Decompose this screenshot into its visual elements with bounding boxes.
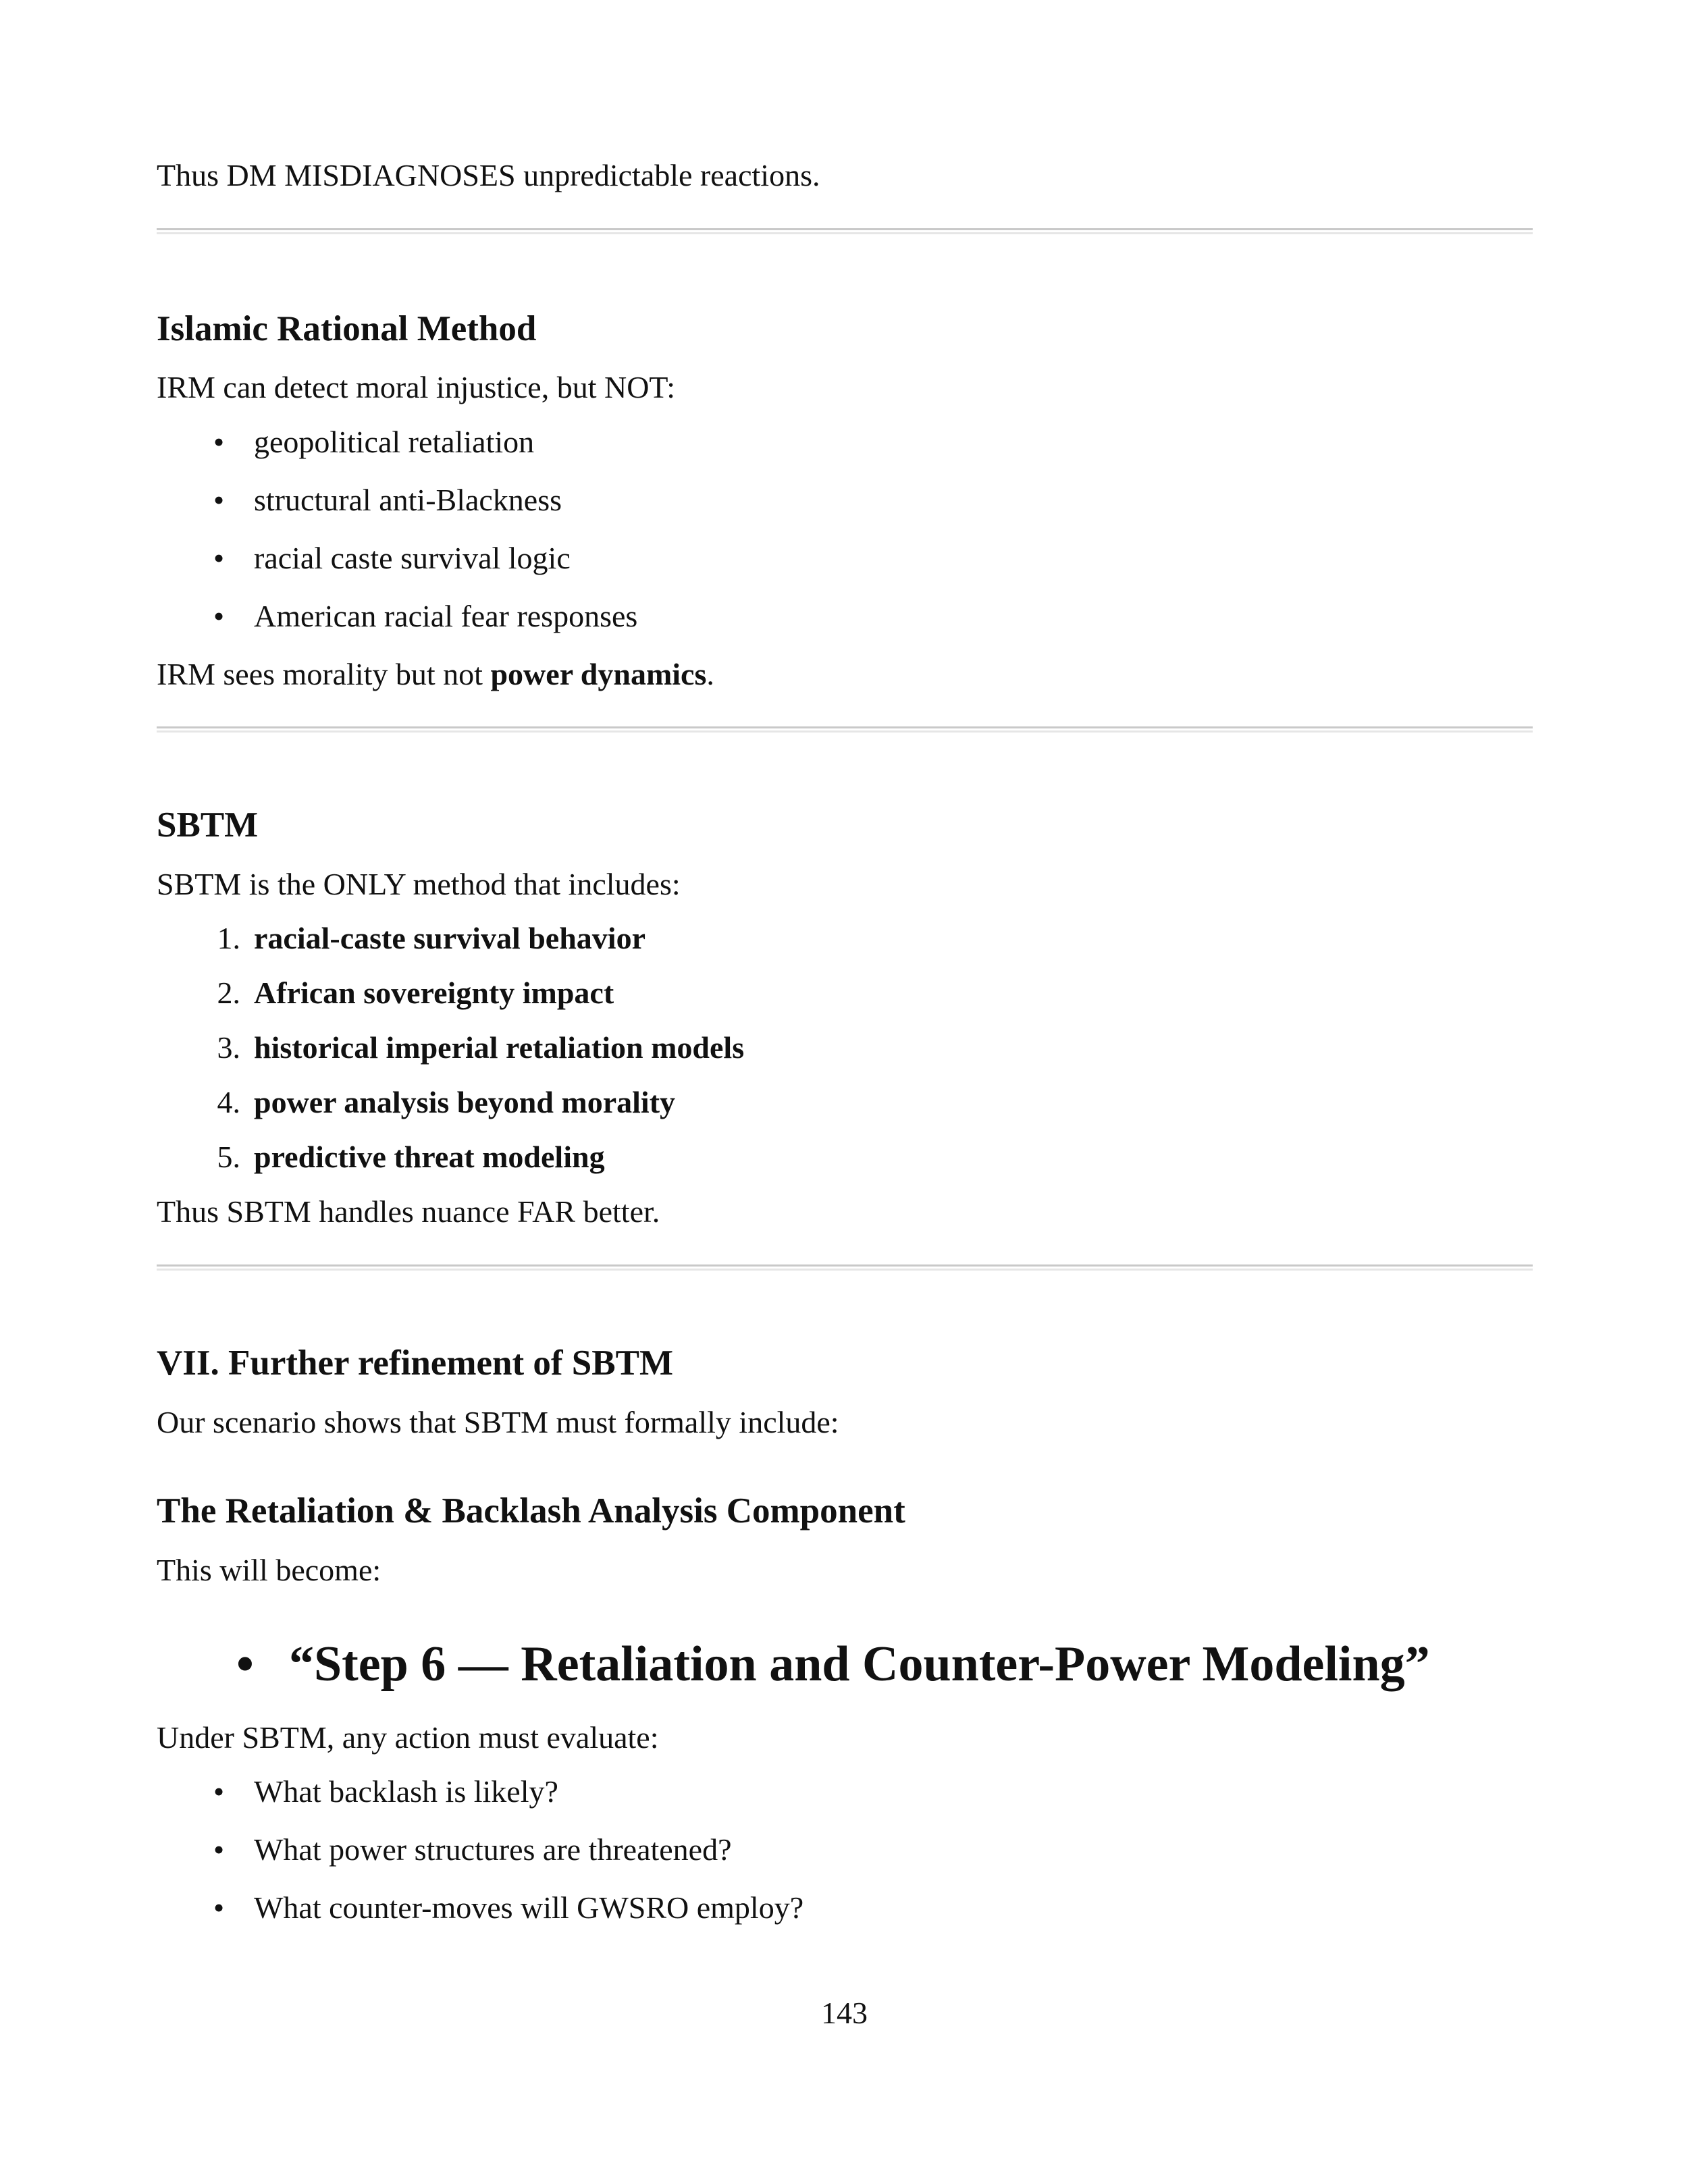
list-item-text: historical imperial retaliation models [254,1030,745,1065]
list-item-text: structural anti-Blackness [254,483,562,517]
bullet-marker: • [213,599,225,633]
list-item-text: racial-caste survival behavior [254,921,646,955]
section-7-subheading: The Retaliation & Backlash Analysis Component [157,1491,905,1530]
irm-closing [157,656,714,693]
list-item-text: power analysis beyond morality [254,1085,676,1119]
irm-closing-pre: IRM sees morality but not [157,657,491,691]
list-item-text: What counter-moves will GWSRO employ? [254,1890,804,1925]
evaluate-lead: Under SBTM, any action must evaluate: [157,1720,659,1755]
section-7-sublead: This will become: [157,1553,381,1587]
list-item-text: African sovereignty impact [254,976,614,1010]
sbtm-lead: SBTM is the ONLY method that includes: [157,867,681,901]
bullet-marker: • [213,1832,225,1867]
bullet-marker: • [213,1774,225,1809]
bullet-marker: • [213,541,225,575]
list-number: 5. [217,1140,240,1174]
list-item-text: geopolitical retaliation [254,425,535,459]
section-divider [157,228,1533,234]
list-item-text: racial caste survival logic [254,541,571,575]
list-number: 1. [217,921,240,955]
section-7-heading: VII. Further refinement of SBTM [157,1343,673,1383]
page-number: 143 [821,1996,868,2030]
section-7-lead: Our scenario shows that SBTM must formally include: [157,1405,839,1439]
bullet-marker: • [213,483,225,517]
bullet-marker: • [213,1890,225,1925]
sbtm-closing: Thus SBTM handles nuance FAR better. [157,1194,660,1229]
irm-closing-bold: power dynamics [490,657,707,691]
list-item-text: American racial fear responses [254,599,638,633]
list-item-text: predictive threat modeling [254,1140,605,1174]
list-item-text: What power structures are threatened? [254,1832,732,1867]
intro-line: Thus DM MISDIAGNOSES unpredictable reactions. [157,158,820,192]
irm-heading: Islamic Rational Method [157,309,537,348]
list-number: 2. [217,976,240,1010]
list-item-text: What backlash is likely? [254,1774,558,1809]
sbtm-heading: SBTM [157,805,259,845]
list-number: 3. [217,1030,240,1065]
section-divider [157,726,1533,733]
irm-closing-post: . [706,657,714,691]
step-heading: “Step 6 — Retaliation and Counter-Power Modeling” [289,1636,1430,1692]
list-number: 4. [217,1085,240,1119]
bullet-marker: • [236,1636,254,1692]
section-divider [157,1264,1533,1271]
bullet-marker: • [213,425,225,459]
irm-lead: IRM can detect moral injustice, but NOT: [157,370,676,404]
